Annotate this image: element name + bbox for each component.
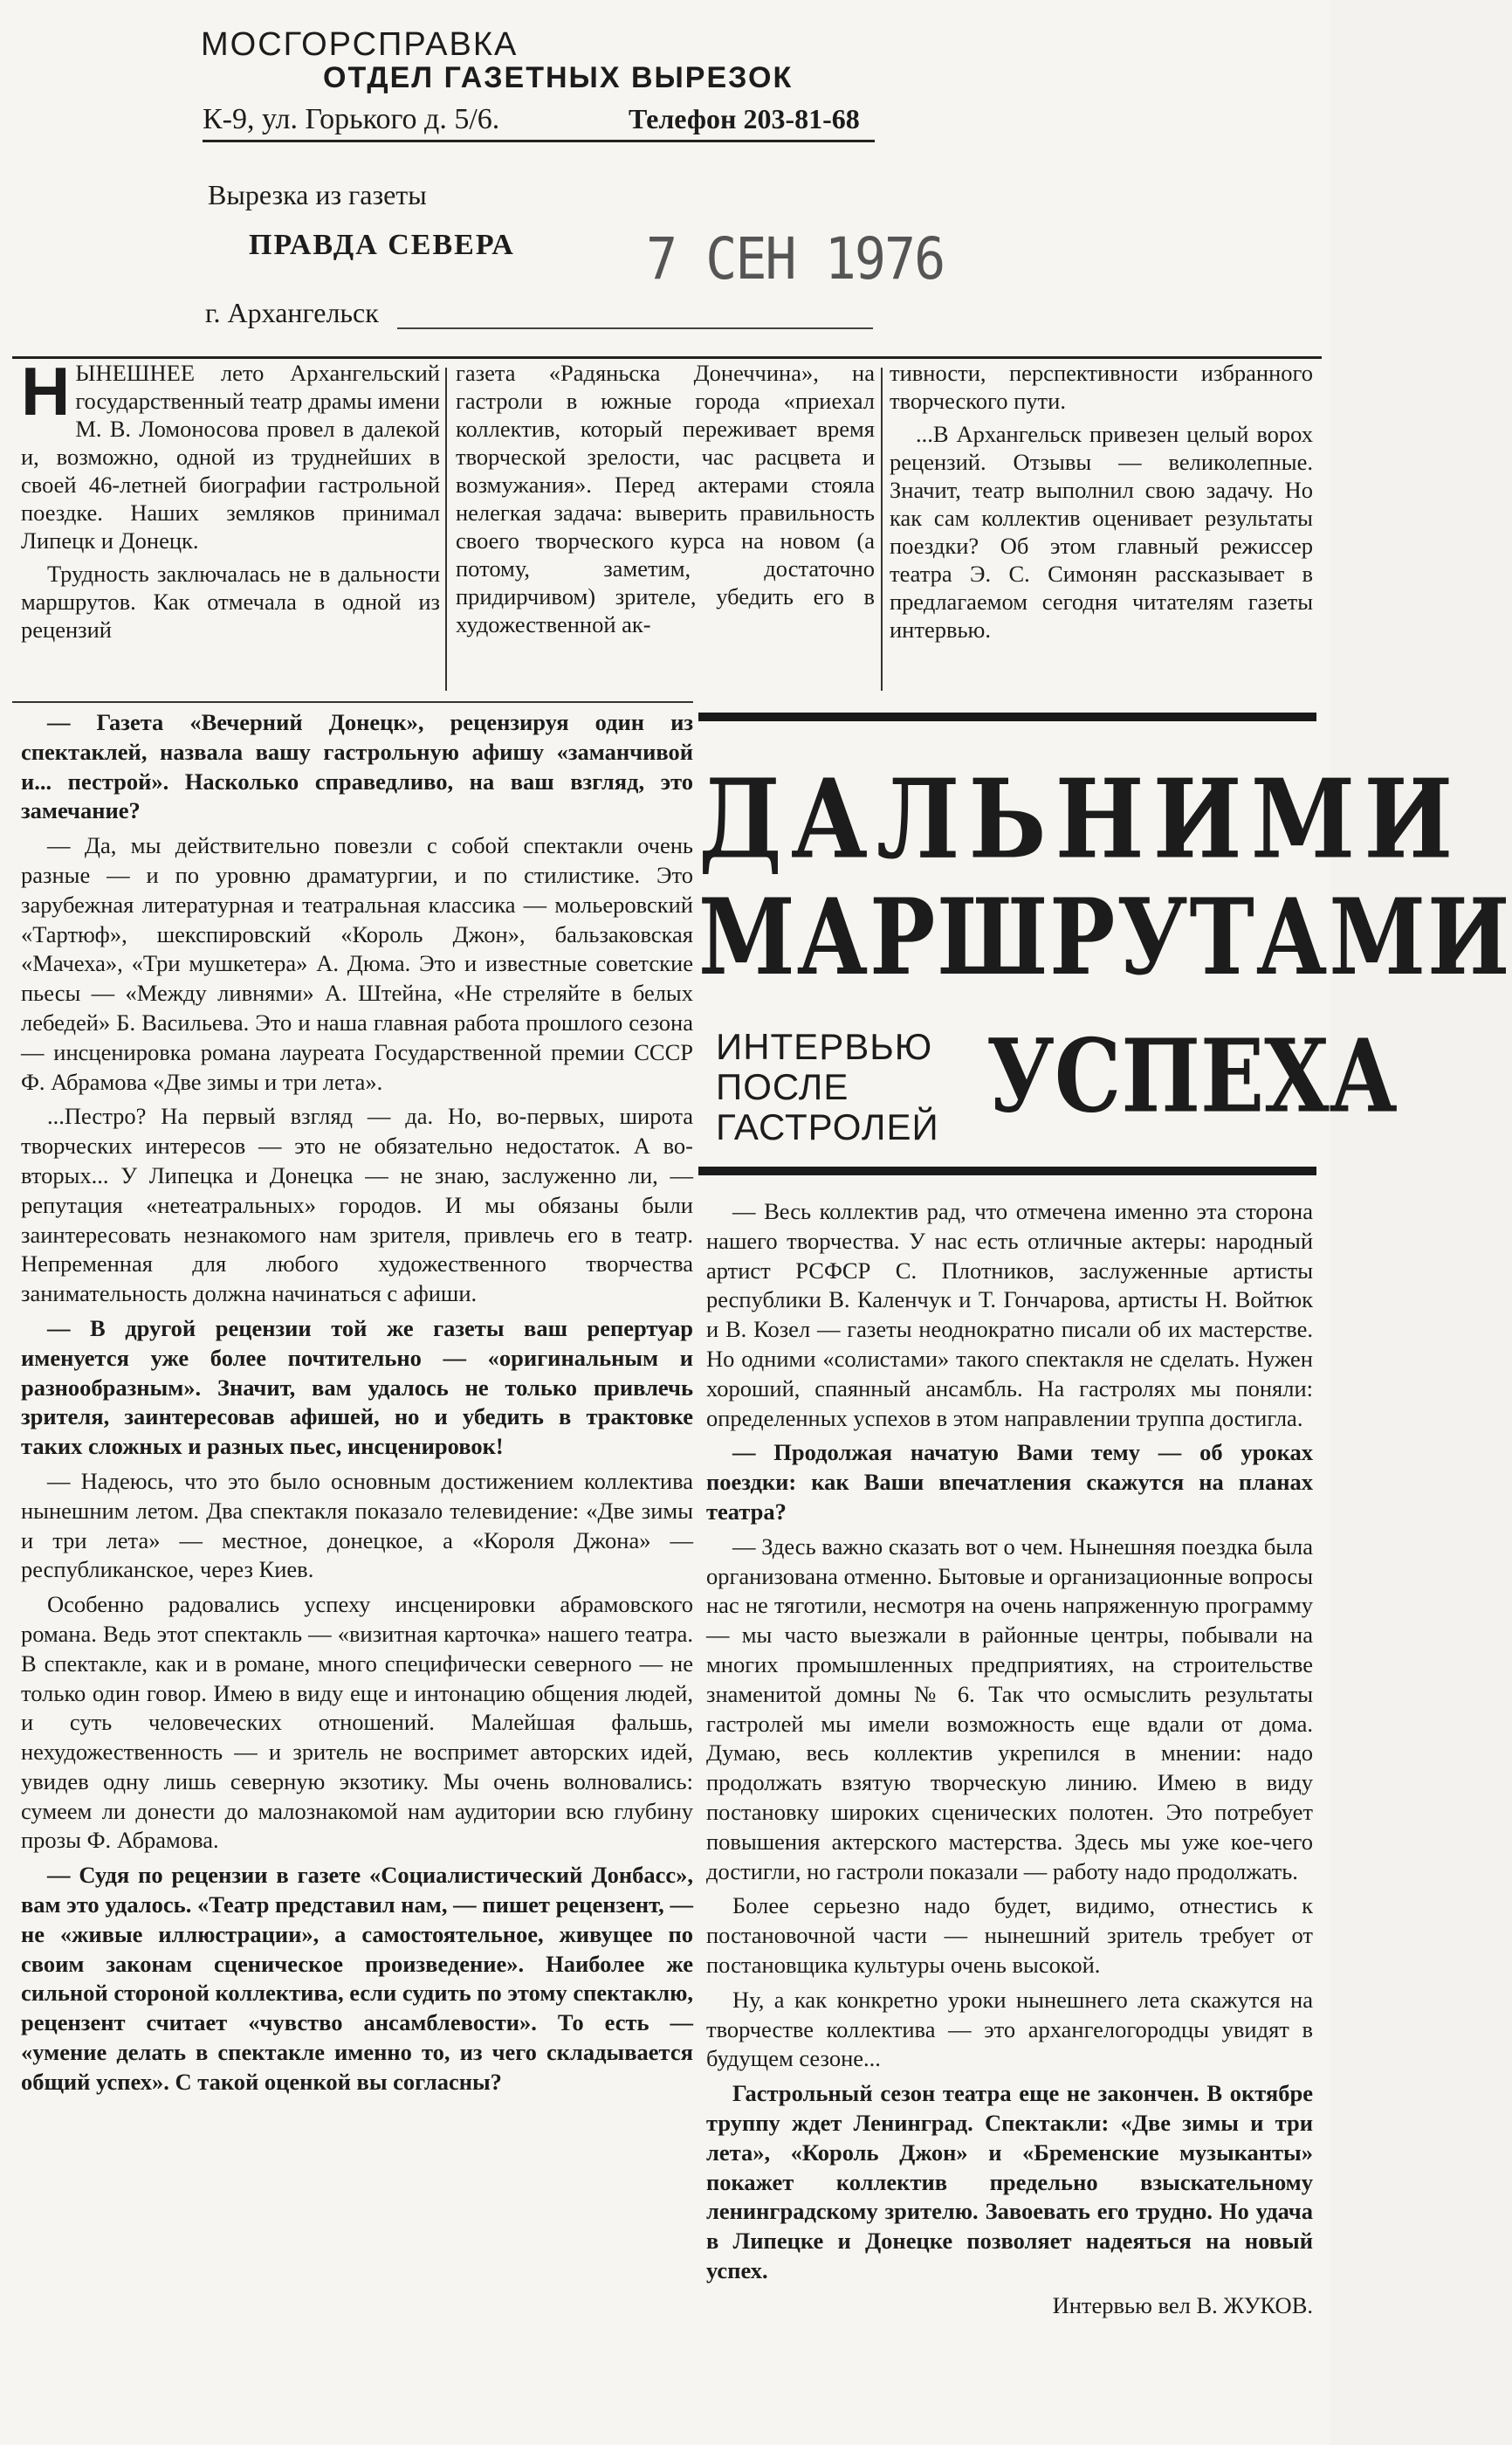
- intro-column-2: [456, 359, 875, 644]
- signature: Интервью вел В. ЖУКОВ.: [1052, 2291, 1313, 2318]
- headline-bottom-rule: [698, 1167, 1316, 1175]
- stamp-divider: [203, 140, 875, 142]
- answer: Ну, а как конкретно уроки нынешнего лета скажутся на творчестве коллектива — это архангелогородцы увидят в будущем сезоне...: [706, 1986, 1313, 2072]
- closing-paragraph: Гастрольный сезон театра еще не закончен. В октябре труппу ждет Ленинград. Спектакли: «Две зимы и три лета», «Король Джон» и «Бременские музыканты» покажет коллектив предельно взыскательному ленинградскому зрителю. Завоевать его трудно. Но удача в Липецке и Донецке позволяет надеяться на новый успех.: [706, 2080, 1313, 2283]
- stamp-city: г. Архангельск: [205, 297, 379, 328]
- intro-text: ЫНЕШНЕЕ лето Архангельский государственный театр драмы имени М. В. Ломоносова провел в далекой и, возможно, одной из труднейших в своей 46-летней биографии гастрольной поездке. Наших земляков принимал Липецк и Донецк.: [21, 360, 440, 554]
- column-divider: [881, 368, 883, 691]
- question: — Газета «Вечерний Донецк», рецензируя один из спектаклей, назвала вашу гастрольную афишу «заманчивой и... пестрой». Насколько справедливо, на ваш взгляд, это замечание?: [21, 709, 693, 824]
- interview-right-column: [706, 1197, 1313, 2325]
- answer: — Да, мы действительно повезли с собой спектакли очень разные — и по уровню драматургии, и по стилистике. Это зарубежная литературная и театральная классика — мольеровский «Тартюф», шекспировский «Король Джон», бальзаковская «Мачеха», «Три мушкетера» А. Дюма. Это и известные советские пьесы — «Между ливнями» А. Штейна, «Не стреляйте в белых лебедей» Б. Васильева. Это и наша главная работа прошлого сезона — инсценировка романа лауреата Государственной премии СССР Ф. Абрамова «Две зимы и три лета».: [21, 832, 693, 1095]
- headline-block: [698, 713, 1512, 1184]
- answer: Более серьезно надо будет, видимо, отнестись к постановочной части — нынешний зритель требует от постановщика культуры очень высокой.: [706, 1892, 1313, 1978]
- stamp-address: К-9, ул. Горького д. 5/6.: [203, 103, 500, 135]
- headline-line-3: УСПЕХА: [986, 1016, 1398, 1136]
- stamp-org: МОСГОРСПРАВКА: [201, 26, 519, 63]
- question: — Судя по рецензии в газете «Социалистический Донбасс», вам это удалось. «Театр представил нам, — пишет рецензент, — не «живые иллюстрации», а самостоятельное, живущее по своим законам сценическое произведение». Наиболее же сильной стороной коллектива, если судить по этому спектаклю, рецензент считает «чувство ансамблевости». То есть — «умение делать в спектакле именно то, из чего складывается общий успех». С такой оценкой вы согласны?: [21, 1862, 693, 2095]
- headline-subdeck: [716, 1027, 978, 1147]
- intro-paragraph: ...В Архангельск привезен целый ворох рецензий. Отзывы — великолепные. Значит, театр выполнил свою задачу. Но как сам коллектив оценивает результаты поездки? Об этом главный режиссер театра Э. С. Симонян рассказывает в предлагаемом сегодня читателям газеты интервью.: [890, 421, 1313, 643]
- headline-top-rule: [698, 713, 1316, 721]
- stamp-phone: Телефон 203-81-68: [629, 103, 860, 134]
- stamp-date: 7 СЕН 1976: [646, 225, 945, 293]
- intro-column-3: [890, 359, 1313, 649]
- stamp-paper-name: ПРАВДА СЕВЕРА: [249, 229, 515, 261]
- answer: — Здесь важно сказать вот о чем. Нынешняя поездка была организована отменно. Бытовые и организационные вопросы нас не тяготили, несмотря на очень напряженную программу — мы часто выезжали в районные центры, побывали на многих промышленных предприятиях, на строительстве знаменитой домны № 6. Так что осмыслить результаты гастролей мы имели возможность еще вдали от дома. Думаю, весь коллектив укрепился в мнении: надо продолжать взятую творческую линию. Имею в виду постановку широких сценических полотен. Это потребует повышения актерского мастерства. Здесь мы уже кое-чего достигли, но гастроли показали — работу надо продолжать.: [706, 1532, 1313, 1884]
- question: — В другой рецензии той же газеты ваш репертуар именуется уже более почтительно — «оригинальным и разнообразным». Значит, вам удалось не только привлечь зрителя, заинтересовав афишей, но и убедить в трактовке таких сложных и разных пьес, инсценировок!: [21, 1314, 693, 1460]
- subdeck-line: ГАСТРОЛЕЙ: [716, 1106, 939, 1147]
- answer: — Надеюсь, что это было основным достижением коллектива нынешним летом. Два спектакля показало телевидение: «Две зимы и три лета» — местное, донецкое, а «Короля Джона» — республиканское, через Киев.: [21, 1467, 693, 1583]
- subdeck-line: ПОСЛЕ: [716, 1066, 849, 1107]
- subdeck-line: ИНТЕРВЬЮ: [716, 1026, 933, 1067]
- stamp-dept: ОТДЕЛ ГАЗЕТНЫХ ВЫРЕЗОК: [323, 61, 794, 94]
- answer: — Весь коллектив рад, что отмечена именно эта сторона нашего творчества. У нас есть отличные актеры: народный артист РСФСР С. Плотников, заслуженные артисты республики В. Каленчук и Т. Гончарова, артисты Н. Войтюк и В. Козел — газеты неоднократно писали об их мастерстве. Но одними «солистами» такого спектакля не сделать. Нужен хороший, спаянный ансамбль. На гастролях мы поняли: определенных успехов в этом направлении труппа достигла.: [706, 1198, 1313, 1431]
- drop-cap: Н: [21, 353, 71, 430]
- intro-column-1: [21, 353, 440, 649]
- intro-divider: [12, 701, 693, 703]
- intro-paragraph: газета «Радяньска Донеччина», на гастроли в южные города «приехал коллектив, который переживает время творческой зрелости, час расцвета и возмужания». Перед актерами стояла нелегкая задача: выверить правильность своего творческого курса на новом (а потому, заметим, достаточно придирчивом) зрителе, убедить его в художественной ак-: [456, 360, 875, 637]
- intro-paragraph: Трудность заключалась не в дальности маршрутов. Как отмечала в одной из рецензий: [21, 561, 440, 643]
- answer: ...Пестро? На первый взгляд — да. Но, во-первых, широта творческих интересов — это не обязательно недостаток. А во-вторых... У Липецка и Донецка — не знаю, заслуженно ли, — репутация «нетеатральных» городов. И мы обязаны были заинтересовать незнакомого нам зрителя, привлечь его в театр. Непременная для любого художественного творчества занимательность должна начинаться с афиши.: [21, 1103, 693, 1307]
- answer: Особенно радовались успеху инсценировки абрамовского романа. Ведь этот спектакль — «визитная карточка» нашего театра. В спектакле, как и в романе, много специфически северного — не только один говор. Имею в виду еще и интонацию общения людей, и суть человеческих отношений. Малейшая фальшь, нехудожественность — и зритель не воспримет авторских идей, увидев одну лишь северную экзотику. Мы очень волновались: сумеем ли донести до малознакомой нам аудитории всю глубину прозы Ф. Абрамова.: [21, 1591, 693, 1854]
- intro-paragraph: тивности, перспективности избранного творческого пути.: [890, 360, 1313, 414]
- intro-paragraph: [21, 353, 440, 554]
- question: — Продолжая начатую Вами тему — об уроках поездки: как Ваши впечатления скажутся на планах театра?: [706, 1439, 1313, 1525]
- column-divider: [445, 368, 447, 691]
- stamp-cut-from: Вырезка из газеты: [208, 179, 427, 210]
- headline-line-1: ДАЛЬНИМИ: [698, 756, 1462, 884]
- article: [12, 353, 1512, 2437]
- interview-left-column: [21, 708, 693, 2103]
- headline-line-2: МАРШРУТАМИ: [698, 875, 1512, 999]
- city-divider: [397, 327, 873, 329]
